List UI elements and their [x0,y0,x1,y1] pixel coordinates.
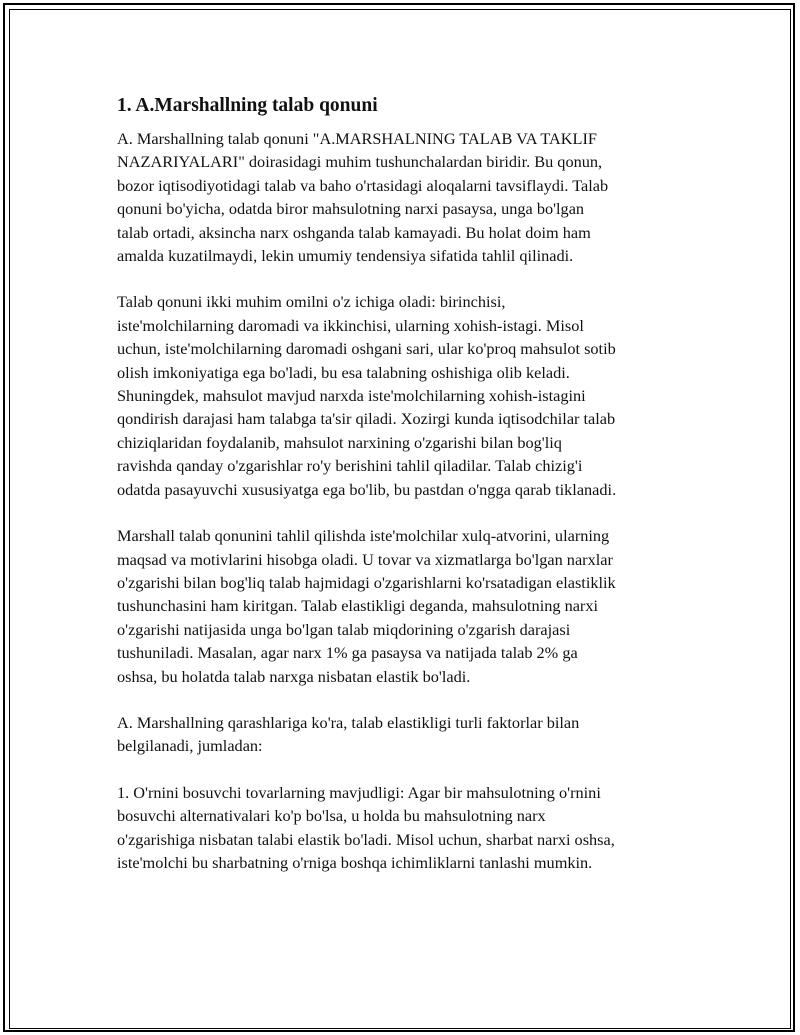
paragraph-substitutes: 1. O'rnini bosuvchi tovarlarning mavjudligi: Agar bir mahsulotning o'rnini bosuvchi alternativalari ko'p bo'lsa, u holda bu mahsulotning narx o'zgarishiga nisbatan talabi elastik bo'ladi. Misol uchun, sharbat narxi oshsa, iste'molchi bu sharbatning o'rniga boshqa ichimliklarni tanlashi mumkin. [117,782,615,872]
section-title: 1. A.Marshallning talab qonuni [117,95,378,116]
paragraph-intro: A. Marshallning talab qonuni "A.MARSHALNING TALAB VA TAKLIF NAZARIYALARI" doirasidagi muhim tushunchalardan biridir. Bu qonun, bozor iqtisodiyotidagi talab va baho o'rtasidagi aloqalarni tavsiflaydi. Talab qonuni bo'yicha, odatda biror mahsulotning narxi pasaysa, unga bo'lgan talab ortadi, aksincha narx oshganda talab kamayadi. Bu holat doim ham amalda kuzatilmaydi, lekin umumiy tendensiya sifatida tahlil qilinadi. [117,129,609,266]
paragraph-factors: Talab qonuni ikki muhim omilni o'z ichiga oladi: birinchisi, iste'molchilarning daromadi va ikkinchisi, ularning xohish-istagi. Misol uchun, iste'molchilarning daromadi oshgani sari, ular ko'proq mahsulot sotib olish imkoniyatiga ega bo'ladi, bu esa talabning oshishiga olib keladi. Shuningdek, mahsulot mavjud narxda iste'molchilarning xohish-istagini qondirish darajasi ham talabga ta'sir qiladi. Xozirgi kunda iqtisodchilar talab chiziqlaridan foydalanib, mahsulot narxining o'zgarishi bilan bog'liq ravishda qanday o'zgarishlar ro'y berishini tahlil qiladilar. Talab chizig'i odatda pasayuvchi xususiyatga ega bo'lib, bu pastdan o'ngga qarab tiklanadi. [117,292,617,499]
paragraph-determinants-intro: A. Marshallning qarashlariga ko'ra, talab elastikligi turli faktorlar bilan belgilanadi, jumladan: [117,712,580,756]
document-body [117,92,687,874]
paragraph-elasticity: Marshall talab qonunini tahlil qilishda iste'molchilar xulq-atvorini, ularning maqsad va motivlarini hisobga oladi. U tovar va xizmatlarga bo'lgan narxlar o'zgarishi bilan bog'liq talab hajmidagi o'zgarishlarni ko'rsatadigan elastiklik tushunchasini ham kiritgan. Talab elastikligi deganda, mahsulotning narxi o'zgarishi natijasida unga bo'lgan talab miqdorining o'zgarish darajasi tushuniladi. Masalan, agar narx 1% ga pasaysa va natijada talab 2% ga oshsa, bu holatda talab narxga nisbatan elastik bo'ladi. [117,526,616,686]
